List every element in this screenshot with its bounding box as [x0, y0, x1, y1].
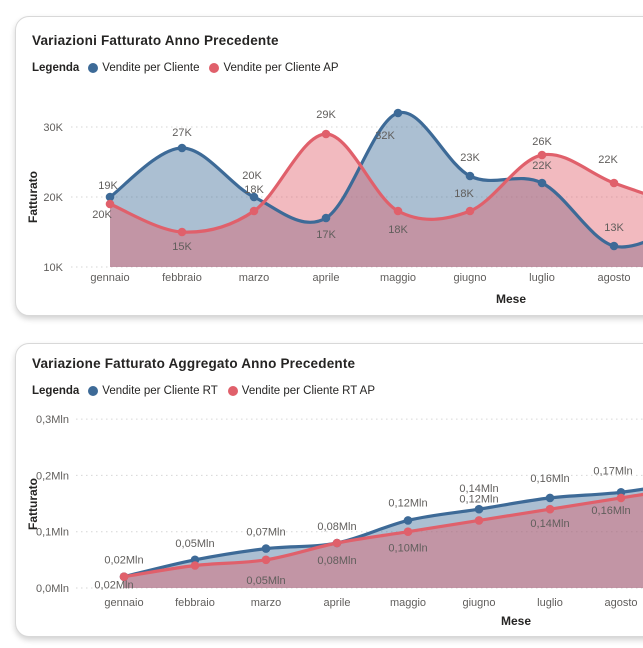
y-axis-title: Fatturato — [26, 478, 40, 530]
data-label: 27K — [172, 127, 192, 139]
data-label: 23K — [460, 152, 480, 164]
data-point[interactable] — [394, 207, 403, 216]
y-tick-label: 0,2Mln — [35, 470, 69, 483]
x-tick-label: marzo — [250, 597, 282, 609]
data-point[interactable] — [106, 200, 115, 209]
x-tick-label: maggio — [389, 597, 427, 609]
data-point[interactable] — [617, 494, 626, 503]
legend-item-vendite-per-cliente-ap[interactable] — [209, 62, 338, 74]
legend-item-vendite-per-cliente[interactable] — [88, 62, 199, 74]
data-label: 0,12Mln — [388, 497, 428, 510]
legend-item-label: Vendite per Cliente — [102, 62, 200, 74]
x-tick-label: agosto — [604, 597, 638, 609]
x-axis-title: Mese — [495, 292, 527, 306]
data-label: 20K — [92, 209, 112, 221]
legend-item-label: Vendite per Cliente RT — [102, 385, 218, 397]
x-tick-label: gennaio — [90, 272, 130, 284]
data-label: 0,14Mln — [459, 483, 499, 496]
data-label: 15K — [172, 241, 192, 253]
legend — [32, 385, 385, 397]
data-point[interactable] — [394, 109, 403, 118]
data-label: 0,10Mln — [388, 542, 428, 555]
data-point[interactable] — [538, 151, 547, 160]
data-label: 18K — [388, 224, 408, 236]
legend-dot-icon — [209, 63, 219, 73]
data-point[interactable] — [178, 228, 187, 237]
data-point[interactable] — [333, 539, 342, 548]
legend-dot-icon — [88, 63, 98, 73]
data-point[interactable] — [191, 561, 200, 570]
x-tick-label: febbraio — [175, 597, 215, 609]
x-tick-label: giugno — [453, 272, 487, 284]
data-label: 26K — [532, 136, 552, 148]
data-label: 0,16Mln — [591, 504, 631, 517]
data-point[interactable] — [250, 207, 259, 216]
y-axis-title: Fatturato — [26, 171, 40, 223]
data-label: 0,07Mln — [246, 526, 286, 539]
data-point[interactable] — [610, 179, 619, 188]
data-point[interactable] — [404, 527, 413, 536]
x-tick-label: luglio — [537, 597, 563, 609]
data-label: 32K — [375, 130, 395, 142]
legend-item-vendite-per-cliente-rt-ap[interactable] — [228, 385, 375, 397]
chart-title: Variazioni Fatturato Anno Precedente — [32, 33, 279, 48]
chart-title: Variazione Fatturato Aggregato Anno Precedente — [32, 356, 356, 371]
data-label: 0,05Mln — [175, 537, 215, 550]
data-point[interactable] — [322, 214, 331, 223]
data-point[interactable] — [466, 172, 475, 181]
data-label: 22K — [598, 154, 618, 166]
data-point[interactable] — [262, 544, 271, 553]
data-point[interactable] — [262, 556, 271, 565]
data-point[interactable] — [546, 494, 555, 503]
data-label: 0,16Mln — [530, 472, 570, 485]
data-point[interactable] — [475, 505, 484, 514]
data-point[interactable] — [322, 130, 331, 139]
data-point[interactable] — [546, 505, 555, 514]
x-tick-label: aprile — [323, 597, 351, 609]
data-point[interactable] — [466, 207, 475, 216]
data-label: 18K — [454, 188, 474, 200]
x-tick-label: luglio — [529, 272, 555, 284]
data-label: 29K — [316, 109, 336, 121]
data-label: 19K — [98, 180, 118, 192]
legend — [32, 62, 349, 74]
x-tick-label: gennaio — [104, 597, 144, 609]
legend-dot-icon — [228, 386, 238, 396]
legend-item-label: Vendite per Cliente AP — [223, 62, 339, 74]
legend-title: Legenda — [32, 62, 80, 74]
x-tick-label: aprile — [312, 272, 340, 284]
data-label: 0,08Mln — [317, 521, 357, 533]
y-tick-label: 0,3Mln — [35, 414, 69, 427]
data-point[interactable] — [475, 516, 484, 525]
data-label: 17K — [316, 229, 336, 241]
x-tick-label: marzo — [238, 272, 270, 284]
data-point[interactable] — [610, 242, 619, 251]
data-label: 0,12Mln — [459, 493, 499, 506]
data-label: 22K — [532, 160, 552, 172]
chart-card-variazione-aggregato — [15, 343, 643, 637]
y-tick-label: 0,1Mln — [35, 526, 69, 539]
data-label: 0,02Mln — [94, 579, 134, 592]
data-point[interactable] — [178, 144, 187, 153]
y-tick-label: 10K — [43, 262, 63, 274]
y-tick-label: 0,0Mln — [35, 583, 69, 595]
chart-card-variazioni-fatturato — [15, 16, 643, 316]
x-tick-label: agosto — [597, 272, 631, 284]
y-tick-label: 30K — [43, 122, 63, 134]
data-label: 0,02Mln — [104, 554, 144, 567]
data-label: 13K — [604, 222, 624, 234]
y-tick-label: 20K — [43, 192, 63, 204]
x-tick-label: giugno — [462, 597, 496, 609]
x-tick-label: febbraio — [162, 272, 202, 284]
data-point[interactable] — [538, 179, 547, 188]
data-label: 0,14Mln — [530, 518, 570, 531]
x-axis-title: Mese — [500, 614, 532, 628]
data-point[interactable] — [404, 516, 413, 525]
data-label: 0,05Mln — [246, 574, 286, 587]
legend-item-label: Vendite per Cliente RT AP — [241, 385, 375, 397]
data-label: 0,08Mln — [317, 555, 357, 567]
legend-dot-icon — [88, 386, 98, 396]
data-label: 0,17Mln — [593, 465, 633, 478]
legend-item-vendite-per-cliente-rt[interactable] — [88, 385, 218, 397]
x-tick-label: maggio — [379, 272, 417, 284]
data-label: 18K — [244, 184, 264, 196]
legend-title: Legenda — [32, 385, 80, 397]
data-label: 20K — [242, 170, 262, 182]
